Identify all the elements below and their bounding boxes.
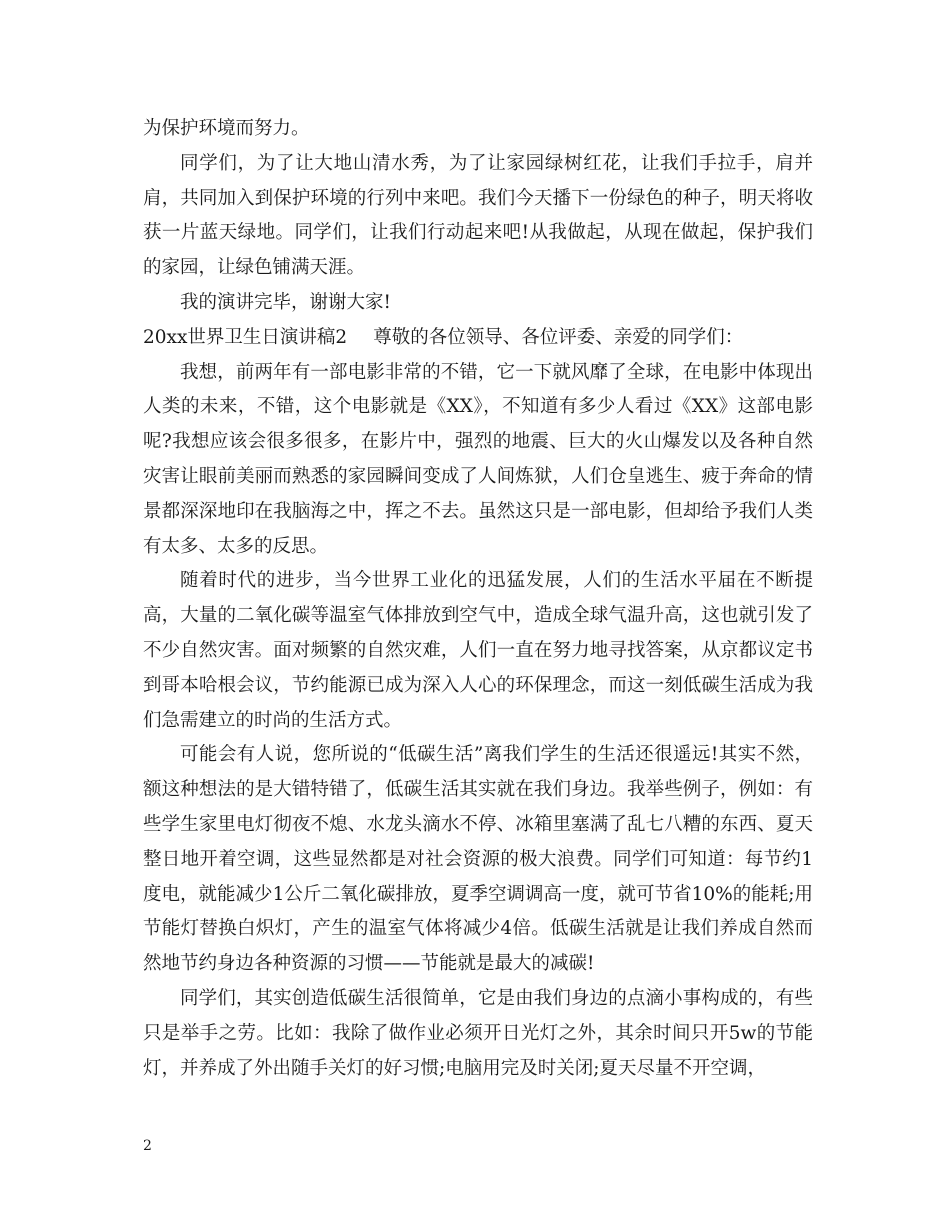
paragraph-call-to-action: 同学们，为了让大地山清水秀，为了让家园绿树红花，让我们手拉手，肩并肩，共同加入到保护环境的行列中来吧。我们今天播下一份绿色的种子，明天将收获一片蓝天绿地。同学们，让我们行动起来吧!从我做起，从现在做起，保护我们的家园，让绿色铺满天涯。 (143, 152, 813, 279)
document-body (143, 112, 813, 1086)
paragraph-movie: 我想，前两年有一部电影非常的不错，它一下就风靡了全球，在电影中体现出人类的未来，不错，这个电影就是《XX》，不知道有多少人看过《XX》这部电影呢?我想应该会很多很多，在影片中，强烈的地震、巨大的火山爆发以及各种自然灾害让眼前美丽而熟悉的家园瞬间变成了人间炼狱，人们仓皇逃生、疲于奔命的情景都深深地印在我脑海之中，挥之不去。虽然这只是一部电影，但却给予我们人类有太多、太多的反思。 (143, 361, 813, 557)
paragraph-thanks: 我的演讲完毕，谢谢大家! (180, 291, 391, 313)
paragraph-low-carbon-examples: 可能会有人说，您所说的“低碳生活”离我们学生的生活还很遥远!其实不然，额这种想法的是大错特错了，低碳生活其实就在我们身边。我举些例子，例如：有些学生家里电灯彻夜不熄、水龙头滴水不停、冰箱里塞满了乱七八糟的东西、夏天整日地开着空调，这些显然都是对社会资源的极大浪费。同学们可知道：每节约1度电，就能减少1公斤二氧化碳排放，夏季空调调高一度，就可节省10%的能耗;用节能灯替换白炽灯，产生的温室气体将减少4倍。低碳生活就是让我们养成自然而然地节约身边各种资源的习惯——节能就是最大的减碳! (143, 744, 813, 975)
speech-title: 20xx世界卫生日演讲稿2 (143, 326, 348, 348)
page-number: 2 (143, 1138, 152, 1154)
speech-heading (143, 321, 813, 356)
paragraph-closing-line: 为保护环境而努力。 (143, 118, 310, 139)
paragraph-low-carbon-habits: 同学们，其实创造低碳生活很简单，它是由我们身边的点滴小事构成的，有些只是举手之劳。比如：我除了做作业必须开日光灯之外，其余时间只开5w的节能灯，并养成了外出随手关灯的好习惯;电脑用完及时关闭;夏天尽量不开空调， (143, 987, 813, 1079)
speech-salutation: 尊敬的各位领导、各位评委、亲爱的同学们： (373, 326, 744, 348)
paragraph-industrialization: 随着时代的进步，当今世界工业化的迅猛发展，人们的生活水平届在不断提高，大量的二氧化碳等温室气体排放到空气中，造成全球气温升高，这也就引发了不少自然灾害。面对频繁的自然灾难，人们一直在努力地寻找答案，从京都议定书到哥本哈根会议，节约能源已成为深入人心的环保理念，而这一刻低碳生活成为我们急需建立的时尚的生活方式。 (143, 570, 813, 731)
